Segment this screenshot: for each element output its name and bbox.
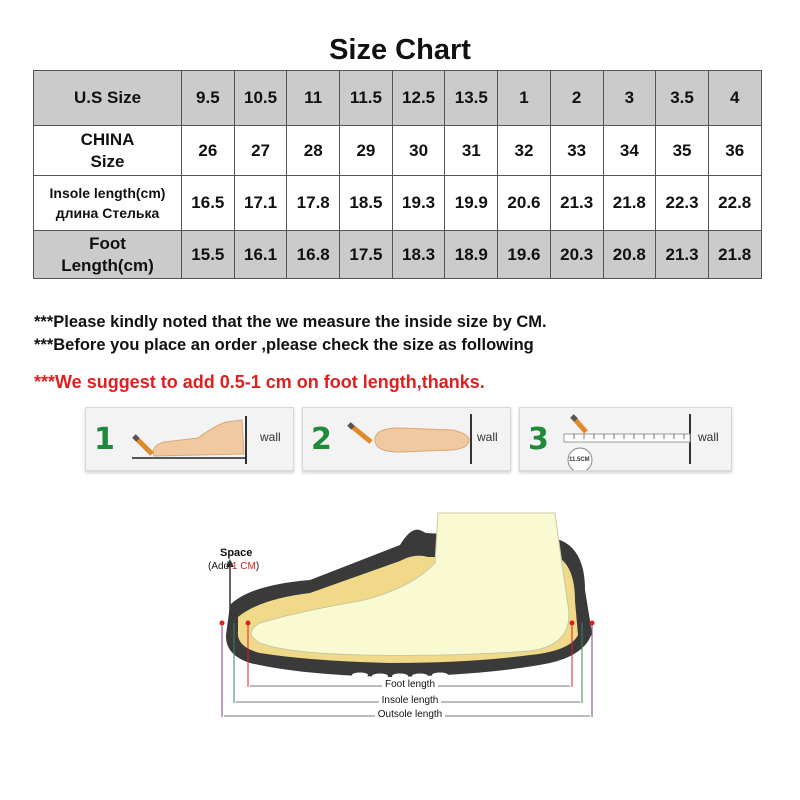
size-chart-table (33, 70, 762, 279)
table-cell: 17.1 (234, 176, 287, 231)
table-cell: 11 (287, 71, 340, 126)
table-cell: 27 (234, 126, 287, 176)
table-cell: 31 (445, 126, 498, 176)
wall-label-2: wall (477, 430, 498, 444)
add-suffix: ) (255, 561, 260, 572)
table-cell: 28 (287, 126, 340, 176)
table-cell: 29 (340, 126, 393, 176)
table-cell: 2 (550, 71, 603, 126)
table-cell: 9.5 (182, 71, 235, 126)
table-row-us-size (34, 71, 762, 126)
step-panel-3 (519, 407, 732, 471)
table-cell: 32 (498, 126, 551, 176)
step-panel-2 (302, 407, 511, 471)
table-cell: 16.1 (234, 231, 287, 279)
table-cell: 20.8 (603, 231, 656, 279)
note-measure-inside: ***Please kindly noted that the we measure the inside size by CM. (34, 313, 547, 331)
table-cell: 19.3 (392, 176, 445, 231)
table-cell: 18.9 (445, 231, 498, 279)
table-cell: 17.5 (340, 231, 393, 279)
table-cell: 19.9 (445, 176, 498, 231)
table-cell: 21.8 (603, 176, 656, 231)
table-cell: 35 (656, 126, 709, 176)
table-row-china-size (34, 126, 762, 176)
shoe-measurement-diagram (190, 505, 610, 735)
row-label-foot-length: Foot Length(cm) (34, 231, 182, 279)
row-label-china-size: CHINA Size (34, 126, 182, 176)
table-cell: 3 (603, 71, 656, 126)
table-cell: 36 (708, 126, 761, 176)
table-cell: 20.3 (550, 231, 603, 279)
outsole-length-label (190, 709, 630, 720)
row-label-us-size: U.S Size (34, 71, 182, 126)
table-row-foot-length (34, 231, 762, 279)
step-number-3: 3 (528, 422, 549, 457)
add-prefix: (Add (208, 561, 232, 572)
foot-length-text: Foot length (382, 679, 438, 690)
table-cell: 21.3 (550, 176, 603, 231)
step-panel-1 (85, 407, 294, 471)
table-cell: 19.6 (498, 231, 551, 279)
step-number-2: 2 (311, 422, 332, 457)
add-value: 1 CM (231, 561, 256, 572)
insole-length-label (190, 695, 630, 706)
space-add-note (208, 561, 259, 572)
note-check-size: ***Before you place an order ,please check the size as following (34, 336, 534, 354)
table-cell: 3.5 (656, 71, 709, 126)
ruler-label: 11.5CM (569, 457, 590, 463)
table-cell: 30 (392, 126, 445, 176)
table-cell: 15.5 (182, 231, 235, 279)
table-cell: 20.6 (498, 176, 551, 231)
page-title: Size Chart (329, 34, 471, 66)
table-row-insole-length (34, 176, 762, 231)
table-cell: 22.8 (708, 176, 761, 231)
table-cell: 18.5 (340, 176, 393, 231)
table-cell: 16.5 (182, 176, 235, 231)
table-cell: 33 (550, 126, 603, 176)
table-cell: 12.5 (392, 71, 445, 126)
table-cell: 21.3 (656, 231, 709, 279)
step-number-1: 1 (94, 422, 115, 457)
row-label-insole-length: Insole length(cm) длина Стелька (34, 176, 182, 231)
table-cell: 4 (708, 71, 761, 126)
table-cell: 17.8 (287, 176, 340, 231)
table-cell: 10.5 (234, 71, 287, 126)
note-suggest-add: ***We suggest to add 0.5-1 cm on foot length,thanks. (34, 372, 485, 392)
outsole-length-text: Outsole length (375, 709, 446, 720)
table-cell: 34 (603, 126, 656, 176)
table-cell: 11.5 (340, 71, 393, 126)
wall-label-1: wall (260, 430, 281, 444)
table-cell: 22.3 (656, 176, 709, 231)
table-cell: 1 (498, 71, 551, 126)
space-label: Space (220, 547, 253, 559)
insole-length-text: Insole length (379, 695, 442, 706)
table-cell: 16.8 (287, 231, 340, 279)
wall-label-3: wall (698, 430, 719, 444)
foot-length-label (190, 679, 630, 690)
table-cell: 21.8 (708, 231, 761, 279)
table-cell: 26 (182, 126, 235, 176)
table-cell: 18.3 (392, 231, 445, 279)
table-cell: 13.5 (445, 71, 498, 126)
